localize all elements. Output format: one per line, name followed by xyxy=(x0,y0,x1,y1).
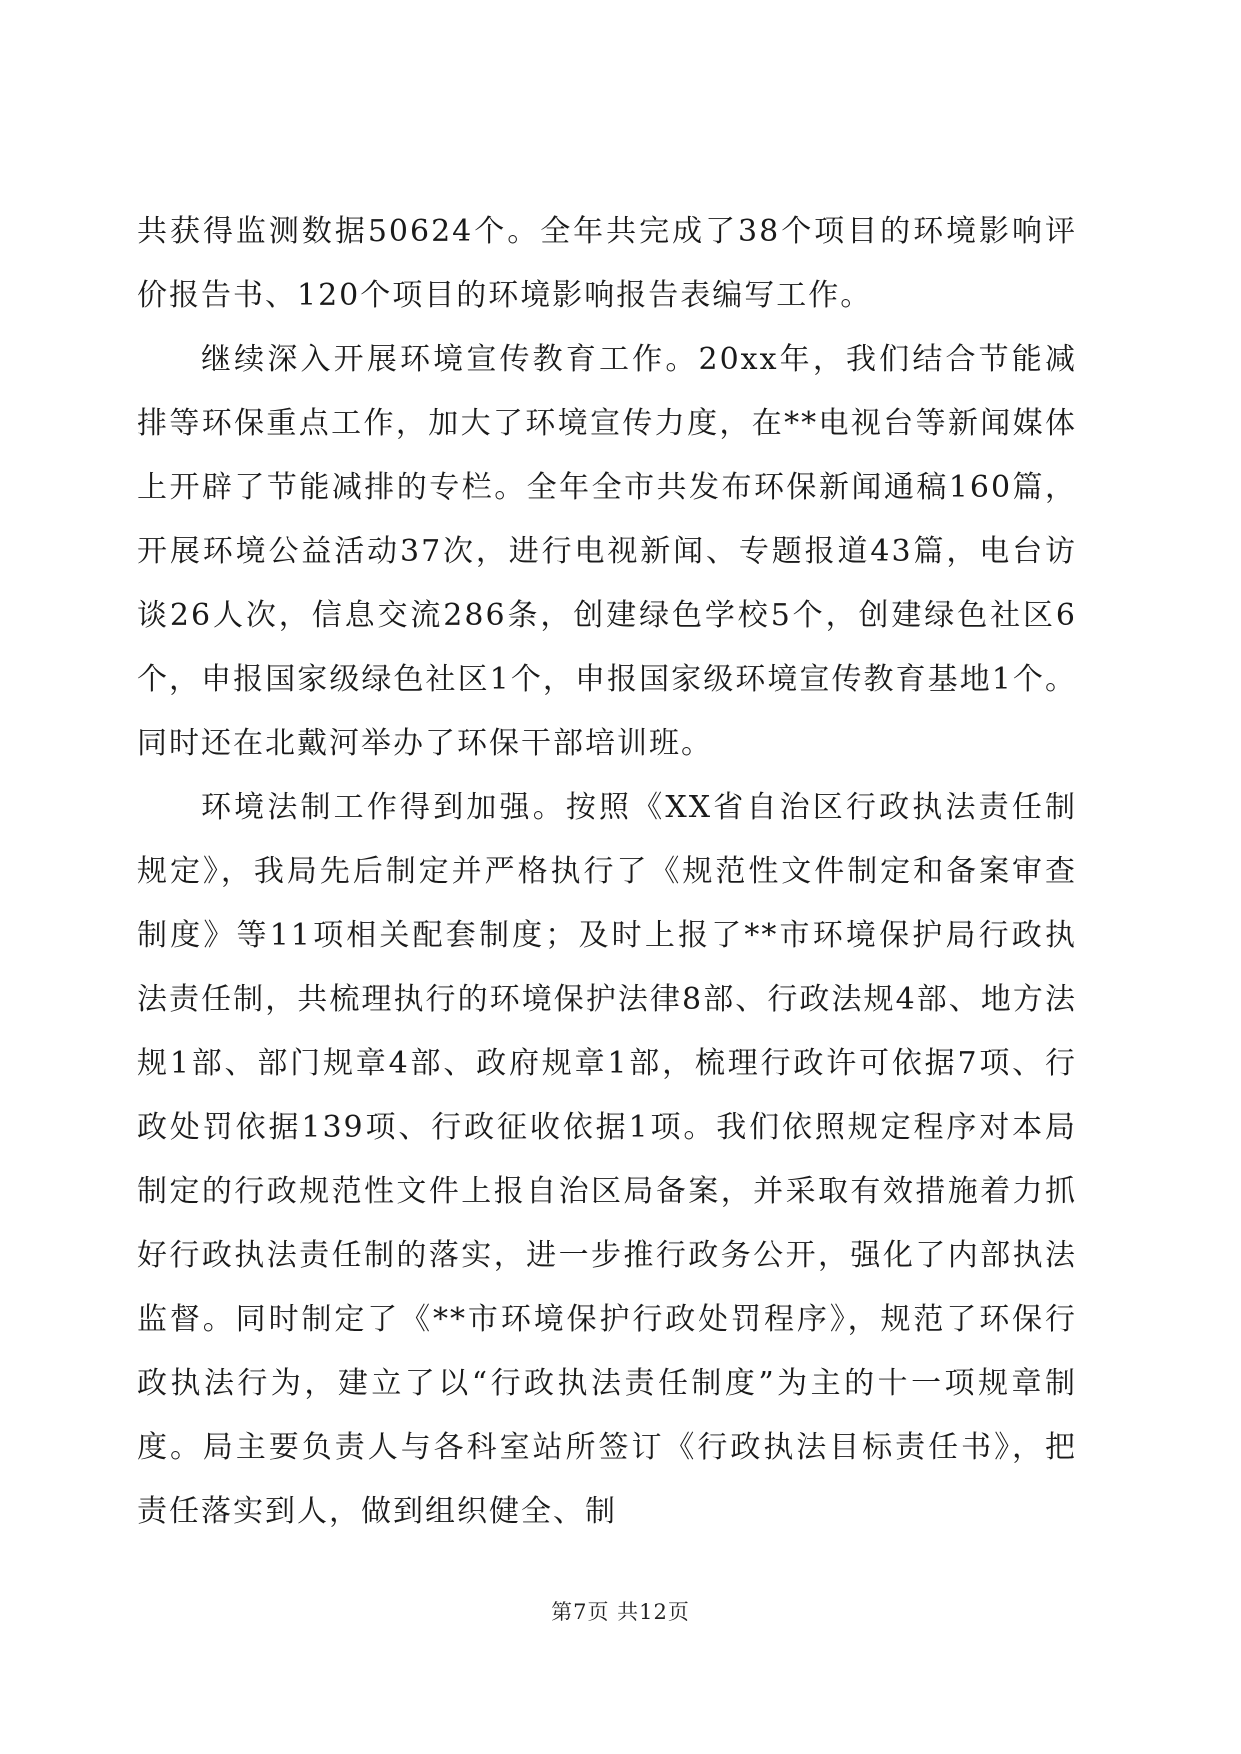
page-number-footer: 第7页 共12页 xyxy=(551,1600,690,1624)
document-body xyxy=(137,200,1077,1544)
paragraph-environmental-education: 继续深入开展环境宣传教育工作。20xx年，我们结合节能减排等环保重点工作，加大了环境宣传力度，在**电视台等新闻媒体上开辟了节能减排的专栏。全年全市共发布环保新闻通稿160篇，开展环境公益活动37次，进行电视新闻、专题报道43篇，电台访谈26人次，信息交流286条，创建绿色学校5个，创建绿色社区6个，申报国家级绿色社区1个，申报国家级环境宣传教育基地1个。同时还在北戴河举办了环保干部培训班。 xyxy=(137,342,1077,761)
paragraph-legal-system: 环境法制工作得到加强。按照《XX省自治区行政执法责任制规定》，我局先后制定并严格执行了《规范性文件制定和备案审查制度》等11项相关配套制度；及时上报了**市环境保护局行政执法责任制，共梳理执行的环境保护法律8部、行政法规4部、地方法规1部、部门规章4部、政府规章1部，梳理行政许可依据7项、行政处罚依据139项、行政征收依据1项。我们依照规定程序对本局制定的行政规范性文件上报自治区局备案，并采取有效措施着力抓好行政执法责任制的落实，进一步推行政务公开，强化了内部执法监督。同时制定了《**市环境保护行政处罚程序》，规范了环保行政执法行为，建立了以“行政执法责任制度”为主的十一项规章制度。局主要负责人与各科室站所签订《行政执法目标责任书》，把责任落实到人，做到组织健全、制 xyxy=(137,790,1077,1529)
paragraph-monitoring-results: 共获得监测数据50624个。全年共完成了38个项目的环境影响评价报告书、120个项目的环境影响报告表编写工作。 xyxy=(137,214,1077,313)
